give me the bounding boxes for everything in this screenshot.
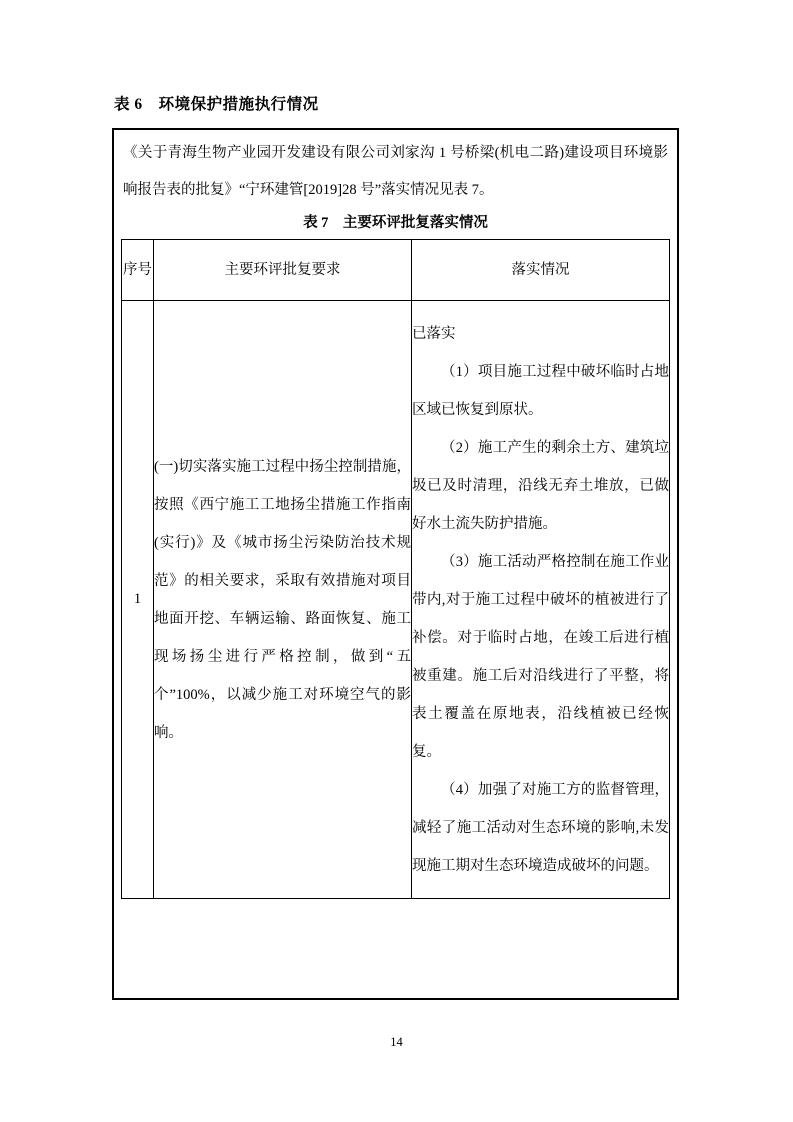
status-paragraph-3: （3）施工活动严格控制在施工作业带内,对于施工过程中破坏的植被进行了补偿。对于临时占地，在竣工后进行植被重建。施工后对沿线进行了平整，将表土覆盖在原地表，沿线植被已经恢复。 [412,553,669,760]
status-paragraph-1: （1）项目施工过程中破坏临时占地区域已恢复到原状。 [412,363,669,418]
table7-header-index: 序号 [122,240,154,301]
table6-title: 表 6 环境保护措施执行情况 [114,96,319,113]
table7-title: 表 7 主要环评批复落实情况 [303,215,488,231]
status-paragraph-4: （4）加强了对施工方的监督管理，减轻了施工活动对生态环境的影响,未发现施工期对生态环境造成破坏的问题。 [412,781,669,874]
status-paragraph-0: 已落实 [412,325,456,342]
table7-row1-index: 1 [122,301,154,899]
document-page [112,92,679,1000]
table7 [121,239,670,899]
table6-outer-box [112,128,679,1000]
table7-row-1 [122,301,670,899]
table7-header-row [122,240,670,301]
page-number: 14 [390,1035,403,1049]
table7-row1-requirement [154,301,412,899]
requirement-paragraph: (一)切实落实施工过程中扬尘控制措施，按照《西宁施工工地扬尘措施工作指南(实行)》及《城市扬尘污染防治技术规范》的相关要求，采取有效措施对项目地面开挖、车辆运输、路面恢复、施工现场扬尘进行严格控制，做到“五个”100%，以减少施工对环境空气的影响。 [154,458,411,741]
status-paragraph-2: （2）施工产生的剩余土方、建筑垃圾已及时清理，沿线无弃土堆放，已做好水土流失防护措施。 [412,439,669,532]
table7-header-status: 落实情况 [412,240,670,301]
table7-row1-status [412,301,670,899]
table7-header-requirement: 主要环评批复要求 [154,240,412,301]
approval-intro-paragraph: 《关于青海生物产业园开发建设有限公司刘家沟 1 号桥梁(机电二路)建设项目环境影响报告表的批复》“宁环建管[2019]28 号”落实情况见表 7。 [123,145,668,198]
